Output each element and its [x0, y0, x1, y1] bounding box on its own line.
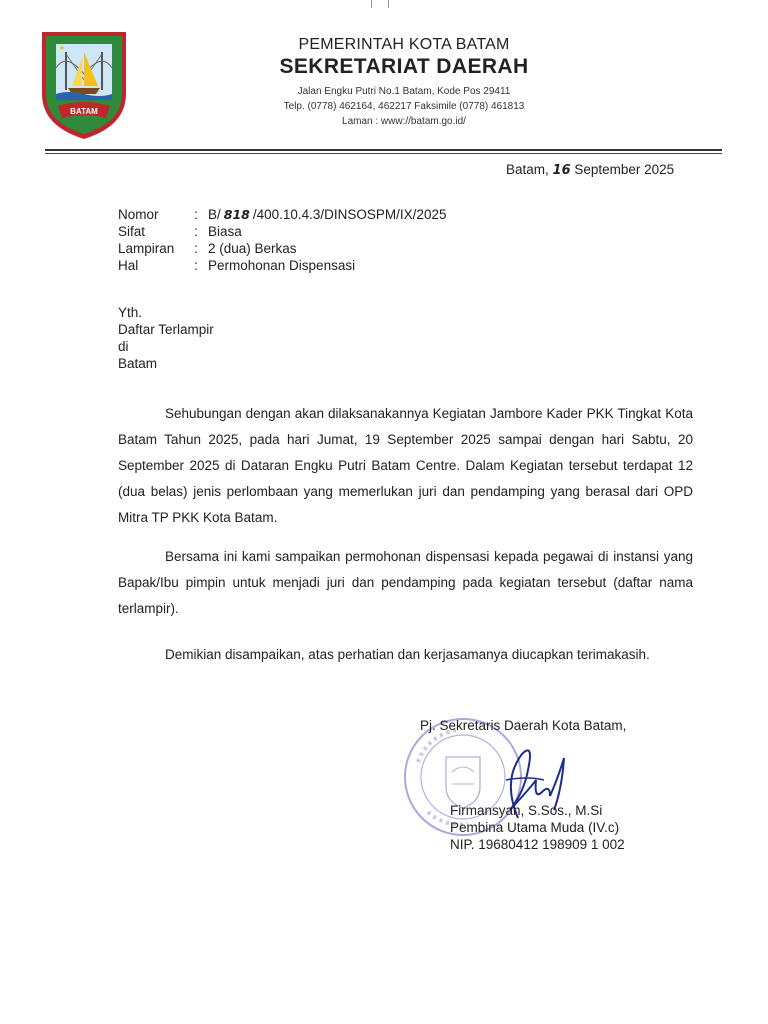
- letter-date: [506, 162, 674, 178]
- meta-value: Permohonan Dispensasi: [208, 258, 356, 273]
- svg-text:BATAM: BATAM: [70, 107, 98, 116]
- meta-value: 2 (dua) Berkas: [208, 241, 297, 256]
- date-day-handwritten: 16: [552, 163, 571, 178]
- scan-marks: [368, 0, 398, 10]
- date-suffix: September 2025: [570, 162, 675, 177]
- meta-row-sifat: [118, 223, 446, 240]
- meta-sep: :: [194, 241, 198, 256]
- signatory-title: Pj. Sekretaris Daerah Kota Batam,: [420, 718, 627, 733]
- meta-sep: :: [194, 207, 198, 222]
- website-line: Laman : www://batam.go.id/: [342, 116, 466, 127]
- letter-meta: [118, 206, 446, 274]
- signatory-block: [450, 802, 625, 853]
- signatory-rank: Pembina Utama Muda (IV.c): [450, 820, 620, 835]
- recipient-city: Batam: [118, 356, 158, 371]
- signatory-nip: NIP. 19680412 198909 1 002: [450, 837, 625, 852]
- number-prefix: B/: [208, 207, 221, 222]
- address-line: Jalan Engku Putri No.1 Batam, Kode Pos 29411: [297, 86, 511, 97]
- signatory-name: Firmansyah, S.Sos., M.Si: [450, 803, 603, 818]
- date-prefix: Batam,: [506, 162, 553, 177]
- batam-logo: [38, 28, 130, 142]
- government-name: PEMERINTAH KOTA BATAM: [298, 36, 510, 53]
- phone-line: Telp. (0778) 462164, 462217 Faksimile (0778) 461813: [283, 101, 525, 112]
- body-paragraph: Sehubungan dengan akan dilaksanakannya Kegiatan Jambore Kader PKK Tingkat Kota Batam Tahun 2025, pada hari Jumat, 19 September 2025 sampai dengan hari Sabtu, 20 September 2025 di Dataran Engku Putri Batam Centre. Dalam Kegiatan tersebut terdapat 12 (dua belas) jenis perlombaan yang memerlukan juri dan pendamping yang berasal dari OPD Mitra TP PKK Kota Batam.: [118, 406, 693, 525]
- department-name: SEKRETARIAT DAERAH: [279, 55, 529, 78]
- number-suffix: /400.10.4.3/DINSOSPM/IX/2025: [252, 207, 447, 222]
- recipient-preposition: di: [118, 339, 129, 354]
- meta-value: [208, 206, 446, 223]
- meta-row-nomor: [118, 206, 446, 223]
- meta-key: Hal: [118, 258, 139, 273]
- meta-sep: :: [194, 224, 198, 239]
- meta-value: Biasa: [208, 224, 242, 239]
- body-paragraph: Demikian disampaikan, atas perhatian dan kerjasamanya diucapkan terimakasih.: [165, 647, 650, 662]
- recipient-block: [118, 304, 214, 372]
- header-rule-thin: [45, 153, 722, 154]
- address-block: [234, 84, 574, 129]
- header-rule-thick: [45, 149, 722, 151]
- meta-key: Sifat: [118, 224, 146, 239]
- meta-key: Nomor: [118, 207, 159, 222]
- body-paragraph: Bersama ini kami sampaikan permohonan dispensasi kepada pegawai di instansi yang Bapak/Ibu pimpin untuk menjadi juri dan pendamping pada kegiatan tersebut (daftar nama terlampir).: [118, 549, 693, 616]
- meta-row-hal: [118, 257, 446, 274]
- meta-sep: :: [194, 258, 198, 273]
- recipient-salutation: Yth.: [118, 305, 143, 320]
- letterhead: [234, 36, 574, 129]
- number-handwritten: 818: [223, 207, 250, 222]
- meta-key: Lampiran: [118, 241, 175, 256]
- meta-row-lampiran: [118, 240, 446, 257]
- recipient-name: Daftar Terlampir: [118, 322, 214, 337]
